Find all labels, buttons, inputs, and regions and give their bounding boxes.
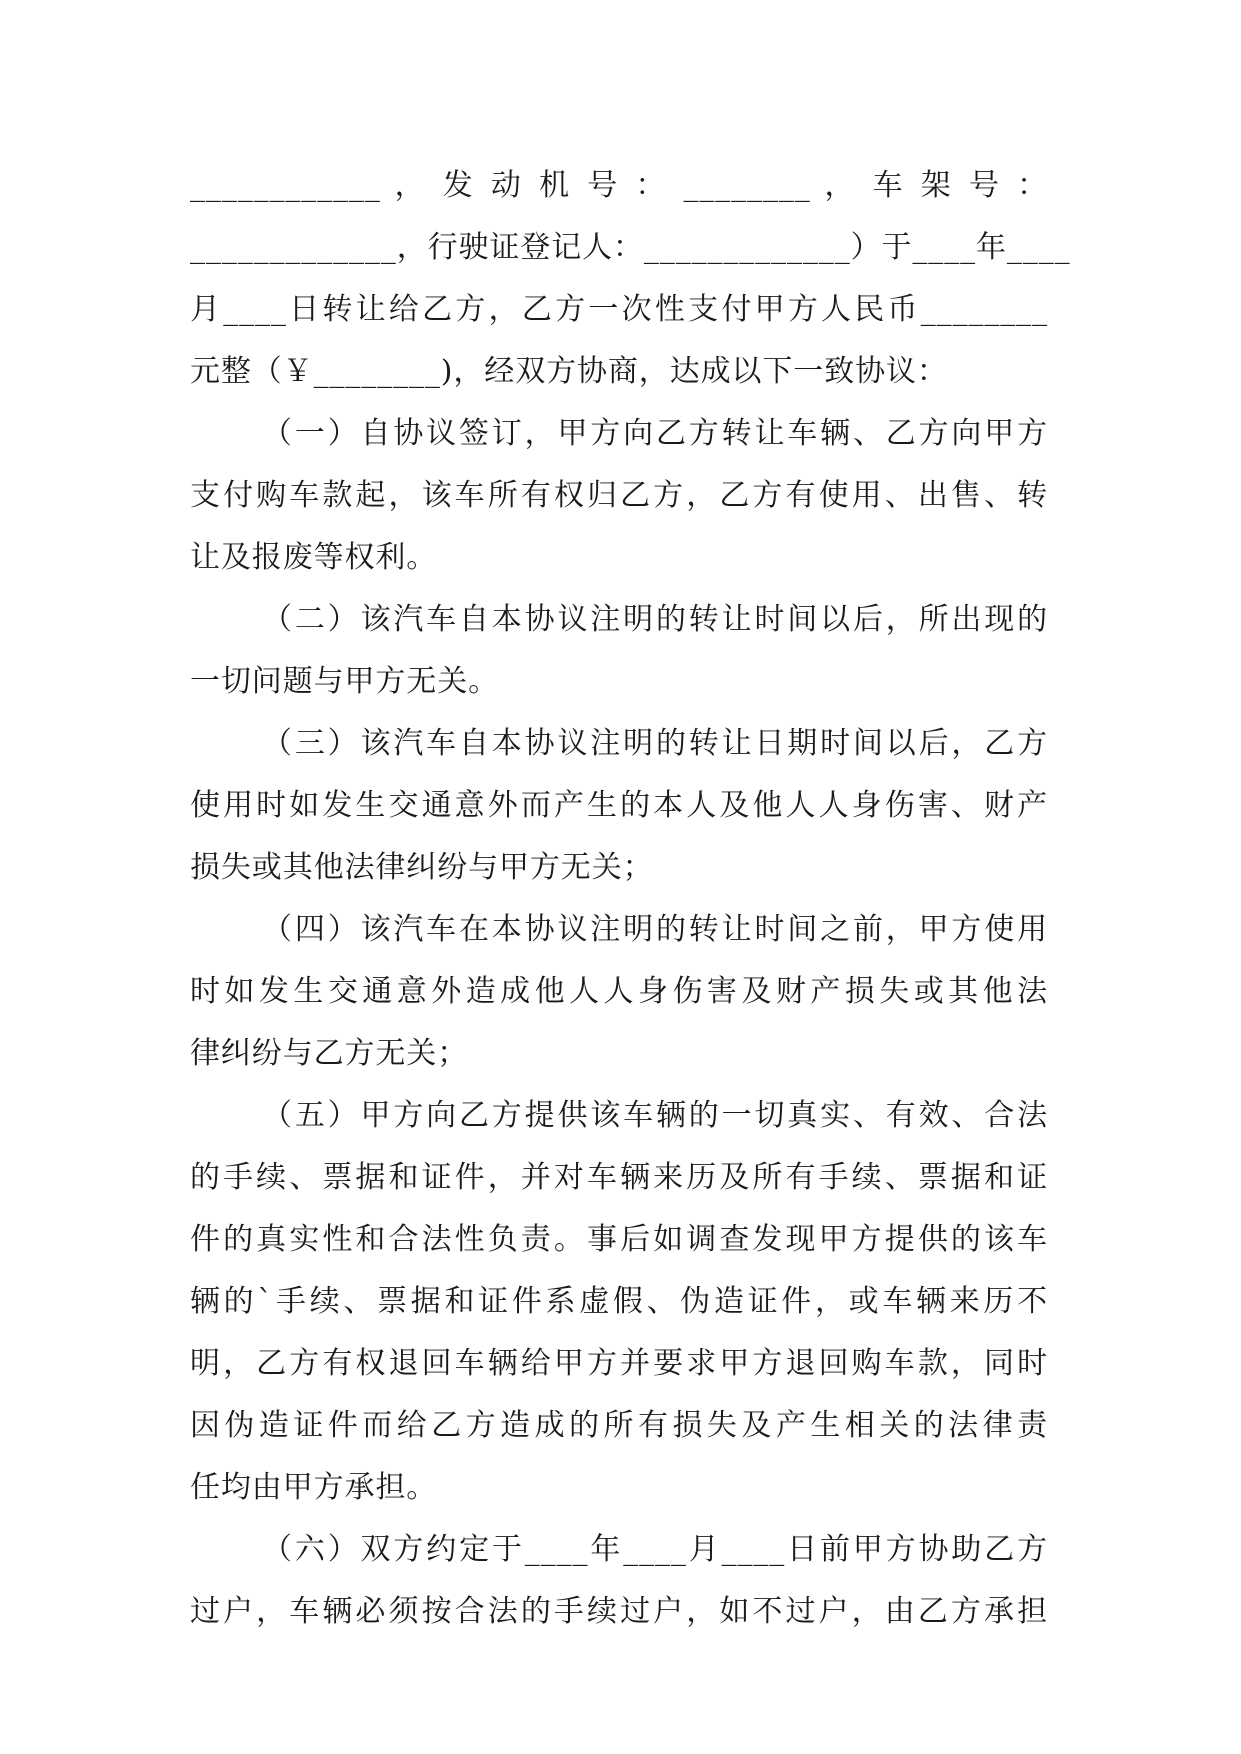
clause-3-start: （三）该汽车自本协议注明的转让日期时间以后，乙方 <box>262 726 1048 761</box>
text-line: 过户，车辆必须按合法的手续过户，如不过户，由乙方承担 <box>190 1594 1048 1629</box>
text-line: 支付购车款起，该车所有权归乙方，乙方有使用、出售、转 <box>190 478 1048 513</box>
clause-2-start: （二）该汽车自本协议注明的转让时间以后，所出现的 <box>262 602 1048 637</box>
clause-1-start: （一）自协议签订，甲方向乙方转让车辆、乙方向甲方 <box>262 416 1048 451</box>
clause-5-start: （五）甲方向乙方提供该车辆的一切真实、有效、合法 <box>262 1098 1048 1133</box>
text-line: 明，乙方有权退回车辆给甲方并要求甲方退回购车款，同时 <box>190 1346 1048 1381</box>
text-line: 辆的`手续、票据和证件系虚假、伪造证件，或车辆来历不 <box>190 1284 1048 1319</box>
text-line: 元整（￥________)，经双方协商，达成以下一致协议： <box>190 354 948 389</box>
text-line: 件的真实性和合法性负责。事后如调查发现甲方提供的该车 <box>190 1222 1048 1257</box>
text-line: 使用时如发生交通意外而产生的本人及他人人身伤害、财产 <box>190 788 1048 823</box>
text-line: 因伪造证件而给乙方造成的所有损失及产生相关的法律责 <box>190 1408 1048 1443</box>
clause-6-start: （六）双方约定于____年____月____日前甲方协助乙方 <box>262 1532 1048 1567</box>
text-line: 时如发生交通意外造成他人人身伤害及财产损失或其他法 <box>190 974 1048 1009</box>
clause-4-start: （四）该汽车在本协议注明的转让时间之前，甲方使用 <box>262 912 1048 947</box>
text-line: _____________，行驶证登记人：_____________）于____年____ <box>190 230 1071 265</box>
text-line: 律纠纷与乙方无关； <box>190 1036 469 1071</box>
text-line: 损失或其他法律纠纷与甲方无关； <box>190 850 654 885</box>
text-line: 月____日转让给乙方，乙方一次性支付甲方人民币________ <box>190 292 1048 327</box>
text-line: 的手续、票据和证件，并对车辆来历及所有手续、票据和证 <box>190 1160 1048 1195</box>
text-line: 让及报废等权利。 <box>190 540 438 575</box>
text-line: 任均由甲方承担。 <box>190 1470 438 1505</box>
text-line: ____________ ， 发 动 机 号 ： ________ ， 车 架 号 ： <box>190 168 1048 203</box>
text-line: 一切问题与甲方无关。 <box>190 664 499 699</box>
